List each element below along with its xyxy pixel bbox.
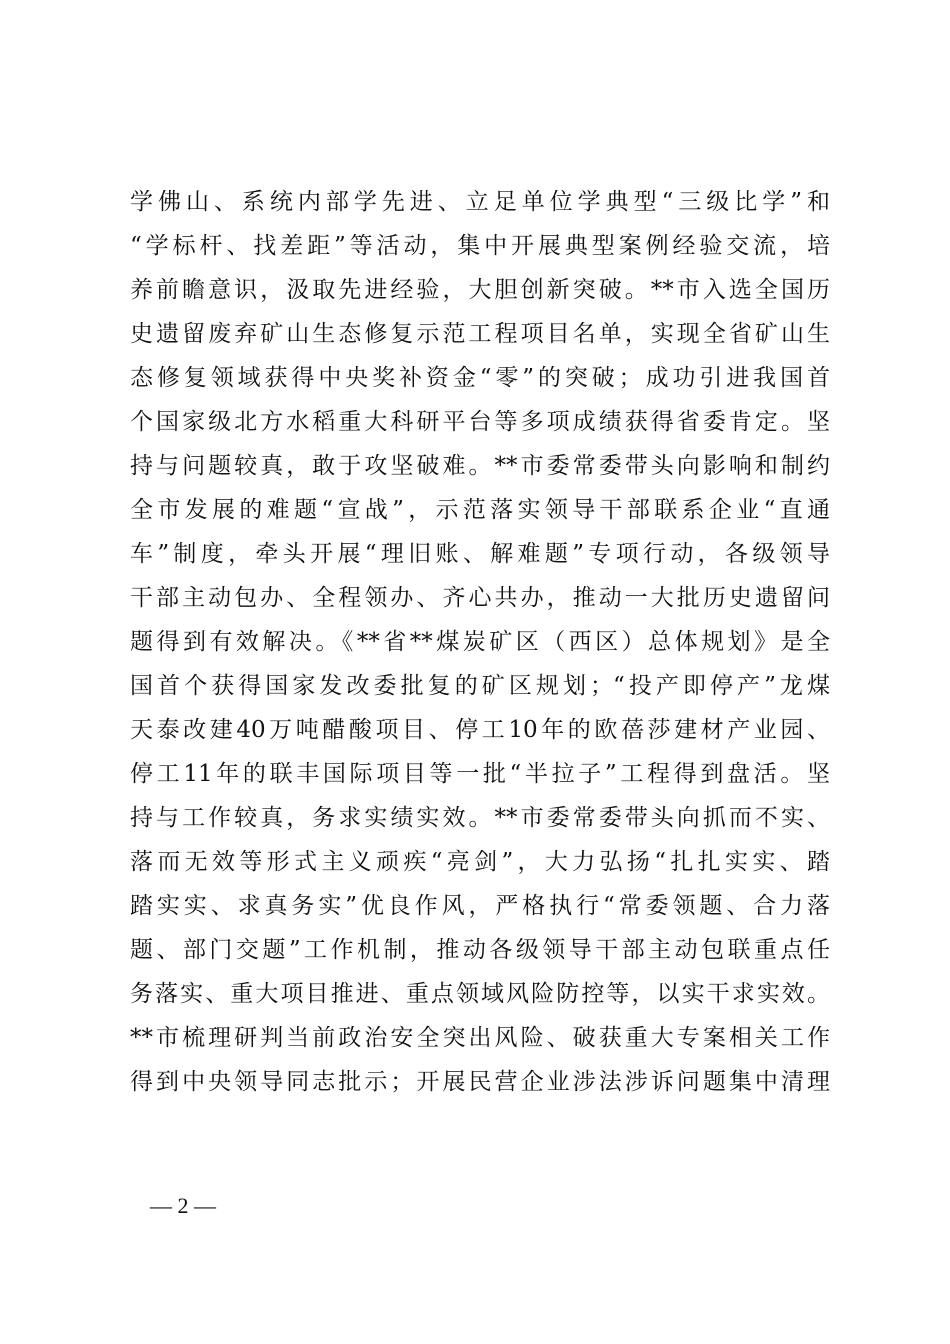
text-line: 落而无效等形式主义顽疾“亮剑”，大力弘扬“扎扎实实、踏 <box>130 849 830 875</box>
page-number: — 2 — <box>150 1193 216 1218</box>
text-line: 得到中央领导同志批示；开展民营企业涉法涉诉问题集中清理 <box>130 1069 830 1095</box>
text-line: 干部主动包办、全程领办、齐心共办，推动一大批历史遗留问 <box>130 585 830 611</box>
text-line: 务落实、重大项目推进、重点领域风险防控等，以实干求实效。 <box>130 981 830 1007</box>
text-line: 养前瞻意识，汲取先进经验，大胆创新突破。**市入选全国历 <box>130 277 830 303</box>
text-line: 个国家级北方水稻重大科研平台等多项成绩获得省委肯定。坚 <box>130 409 830 435</box>
text-line: 车”制度，牵头开展“理旧账、解难题”专项行动，各级领导 <box>130 541 830 567</box>
text-line: 天泰改建40万吨醋酸项目、停工10年的欧蓓莎建材产业园、 <box>130 717 830 743</box>
text-line: **市梳理研判当前政治安全突出风险、破获重大专案相关工作 <box>130 1025 830 1051</box>
text-line: “学标杆、找差距”等活动，集中开展典型案例经验交流，培 <box>130 233 830 259</box>
text-line: 学佛山、系统内部学先进、立足单位学典型“三级比学”和 <box>130 189 830 215</box>
body-paragraph <box>130 180 830 1104</box>
text-line: 踏实实、求真务实”优良作风，严格执行“常委领题、合力落 <box>130 893 830 919</box>
text-line: 全市发展的难题“宣战”，示范落实领导干部联系企业“直通 <box>130 497 830 523</box>
text-line: 态修复领域获得中央奖补资金“零”的突破；成功引进我国首 <box>130 365 830 391</box>
text-line: 题、部门交题”工作机制，推动各级领导干部主动包联重点任 <box>130 937 830 963</box>
text-line: 史遗留废弃矿山生态修复示范工程项目名单，实现全省矿山生 <box>130 321 830 347</box>
text-line: 停工11年的联丰国际项目等一批“半拉子”工程得到盘活。坚 <box>130 761 830 787</box>
text-line: 题得到有效解决。《**省**煤炭矿区（西区）总体规划》是全 <box>130 629 830 655</box>
text-line: 持与问题较真，敢于攻坚破难。**市委常委带头向影响和制约 <box>130 453 830 479</box>
text-line: 持与工作较真，务求实绩实效。**市委常委带头向抓而不实、 <box>130 805 830 831</box>
text-line: 国首个获得国家发改委批复的矿区规划；“投产即停产”龙煤 <box>130 673 830 699</box>
